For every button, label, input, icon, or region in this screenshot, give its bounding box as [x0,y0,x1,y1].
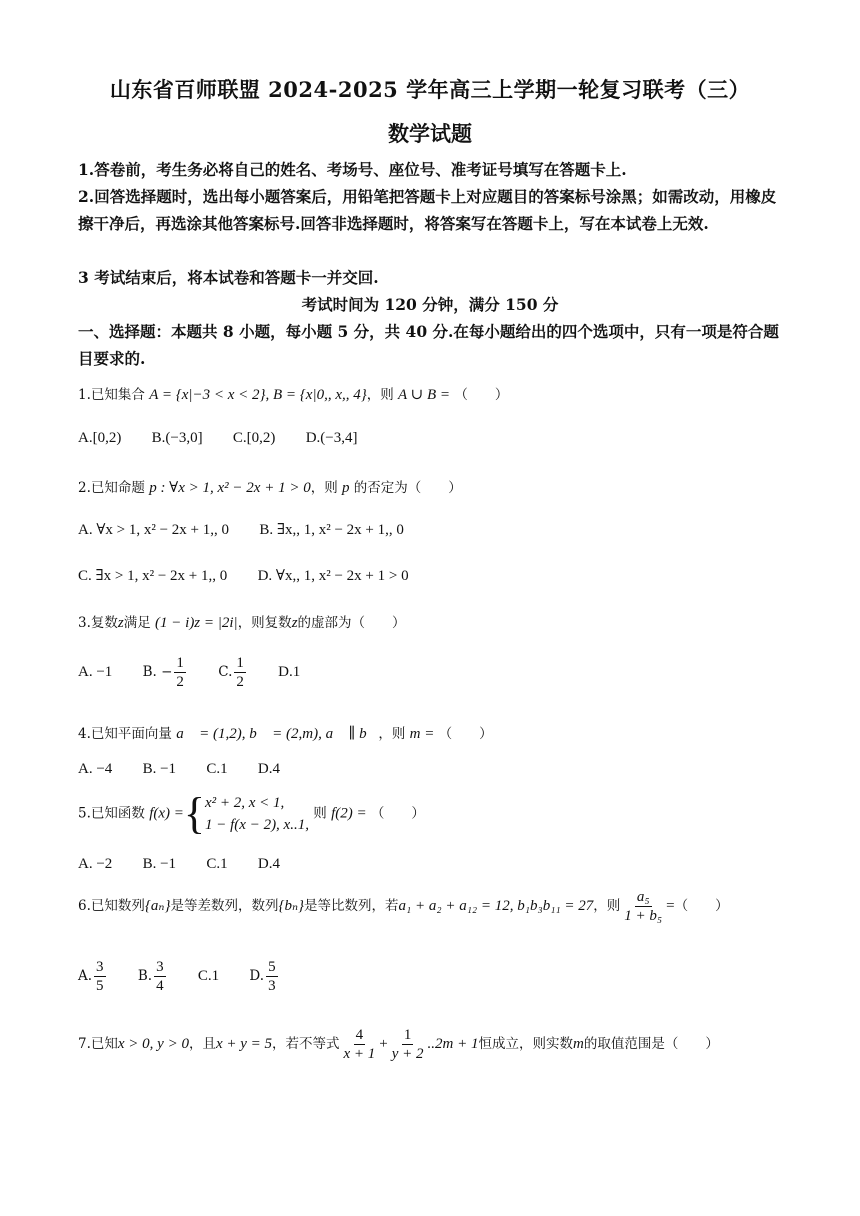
question-2: 2.已知命题 p : ∀x > 1, x² − 2x + 1 > 0，则 p 的否定为（ ） [78,480,462,496]
question-5-options [78,856,798,873]
option-b: B.(−3,0] [151,430,203,446]
option-a: A. ∀x > 1, x² − 2x + 1,, 0 [78,522,230,538]
question-2-options-ab [78,520,798,539]
question-5: 5.已知函数 f(x) ={ x² + 2, x < 1, 1 − f(x − 2), x..1, 则 f(2) = （ ） [78,789,425,838]
question-4-options [78,761,798,778]
question-6: 6.已知数列{aₙ}是等差数列，数列{bₙ}是等比数列，若a₁ + a₂ + a₁₂ = 12, b₁b₃b₁₁ = 27，则 $\frac{\text{a₅}}{\text{1 + b₅}}$ =（ ） [78,889,729,924]
exam-subtitle: 数学试题 [388,121,472,146]
option-c: C.1 [206,761,228,777]
question-6-options [78,958,798,995]
section-heading-choice: 一、选择题：本题共 8 小题，每小题 5 分，共 40 分.在每小题给出的四个选项中，只有一项是符合题目要求的. [78,322,779,368]
option-c: C. $\frac{1}{2}$ [218,655,244,690]
instruction-1: 1.答卷前，考生务必将自己的姓名、考场号、座位号、准考证号填写在答题卡上. [78,160,627,179]
question-4: 4.已知平面向量 a⃗ = (1,2), b⃗ = (2,m), a⃗ ∥ b⃗，则 m = （ ） [78,726,493,742]
exam-title: 山东省百师联盟 2024-2025 学年高三上学期一轮复习联考（三） [109,77,751,102]
option-a: A.[0,2) [78,430,122,446]
left-brace-icon: { [183,789,205,838]
instruction-3: 3 考试结束后，将本试卷和答题卡一并交回. [78,268,379,287]
option-b: B. $\frac{3}{4}$ [137,959,164,994]
option-d: D. ∀x,, 1, x² − 2x + 1 > 0 [257,568,409,584]
option-a: A. −2 [78,856,113,872]
option-c: C.1 [197,968,220,984]
exam-info: 考试时间为 120 分钟，满分 150 分 [301,295,559,314]
option-d: D.1 [278,664,301,680]
question-3-options [78,654,798,691]
option-d: D.(−3,4] [305,430,358,446]
option-d: D. $\frac{5}{3}$ [249,959,276,994]
question-2-options-cd [78,566,798,585]
option-a: A. $\frac{3}{5}$ [78,959,104,994]
option-c: C.1 [206,856,228,872]
option-d: D.4 [257,856,281,872]
question-1-options [78,430,798,447]
option-c: C.[0,2) [232,430,276,446]
option-b: B. −1 [142,856,177,872]
option-b: B. −1 [142,761,177,777]
question-1: 1.已知集合 A = {x|−3 < x < 2}, B = {x|0,, x,, 4}，则 A ∪ B = （ ） [78,387,509,403]
instruction-2: 2.回答选择题时，选出每小题答案后，用铅笔把答题卡上对应题目的答案标号涂黑；如需改动，用橡皮擦干净后，再选涂其他答案标号.回答非选择题时，将答案写在答题卡上，写在本试卷上无效. [78,187,777,233]
question-7: 7.已知x > 0, y > 0，且x + y = 5，若不等式 $\frac{4}{x + 1}$ + $\frac{1}{y + 2}$ ..2m + 1恒成立，则实数m的取值范围是（ ） [78,1027,719,1062]
option-b: B. ∃x,, 1, x² − 2x + 1,, 0 [259,522,404,538]
option-d: D.4 [257,761,281,777]
option-c: C. ∃x > 1, x² − 2x + 1,, 0 [78,568,228,584]
option-b: B. − $\frac{1}{2}$ [142,655,184,690]
question-3: 3.复数z满足 (1 − i)z = |2i|，则复数z的虚部为（ ） [78,615,406,631]
option-a: A. −4 [78,761,113,777]
option-a: A. −1 [78,664,113,680]
